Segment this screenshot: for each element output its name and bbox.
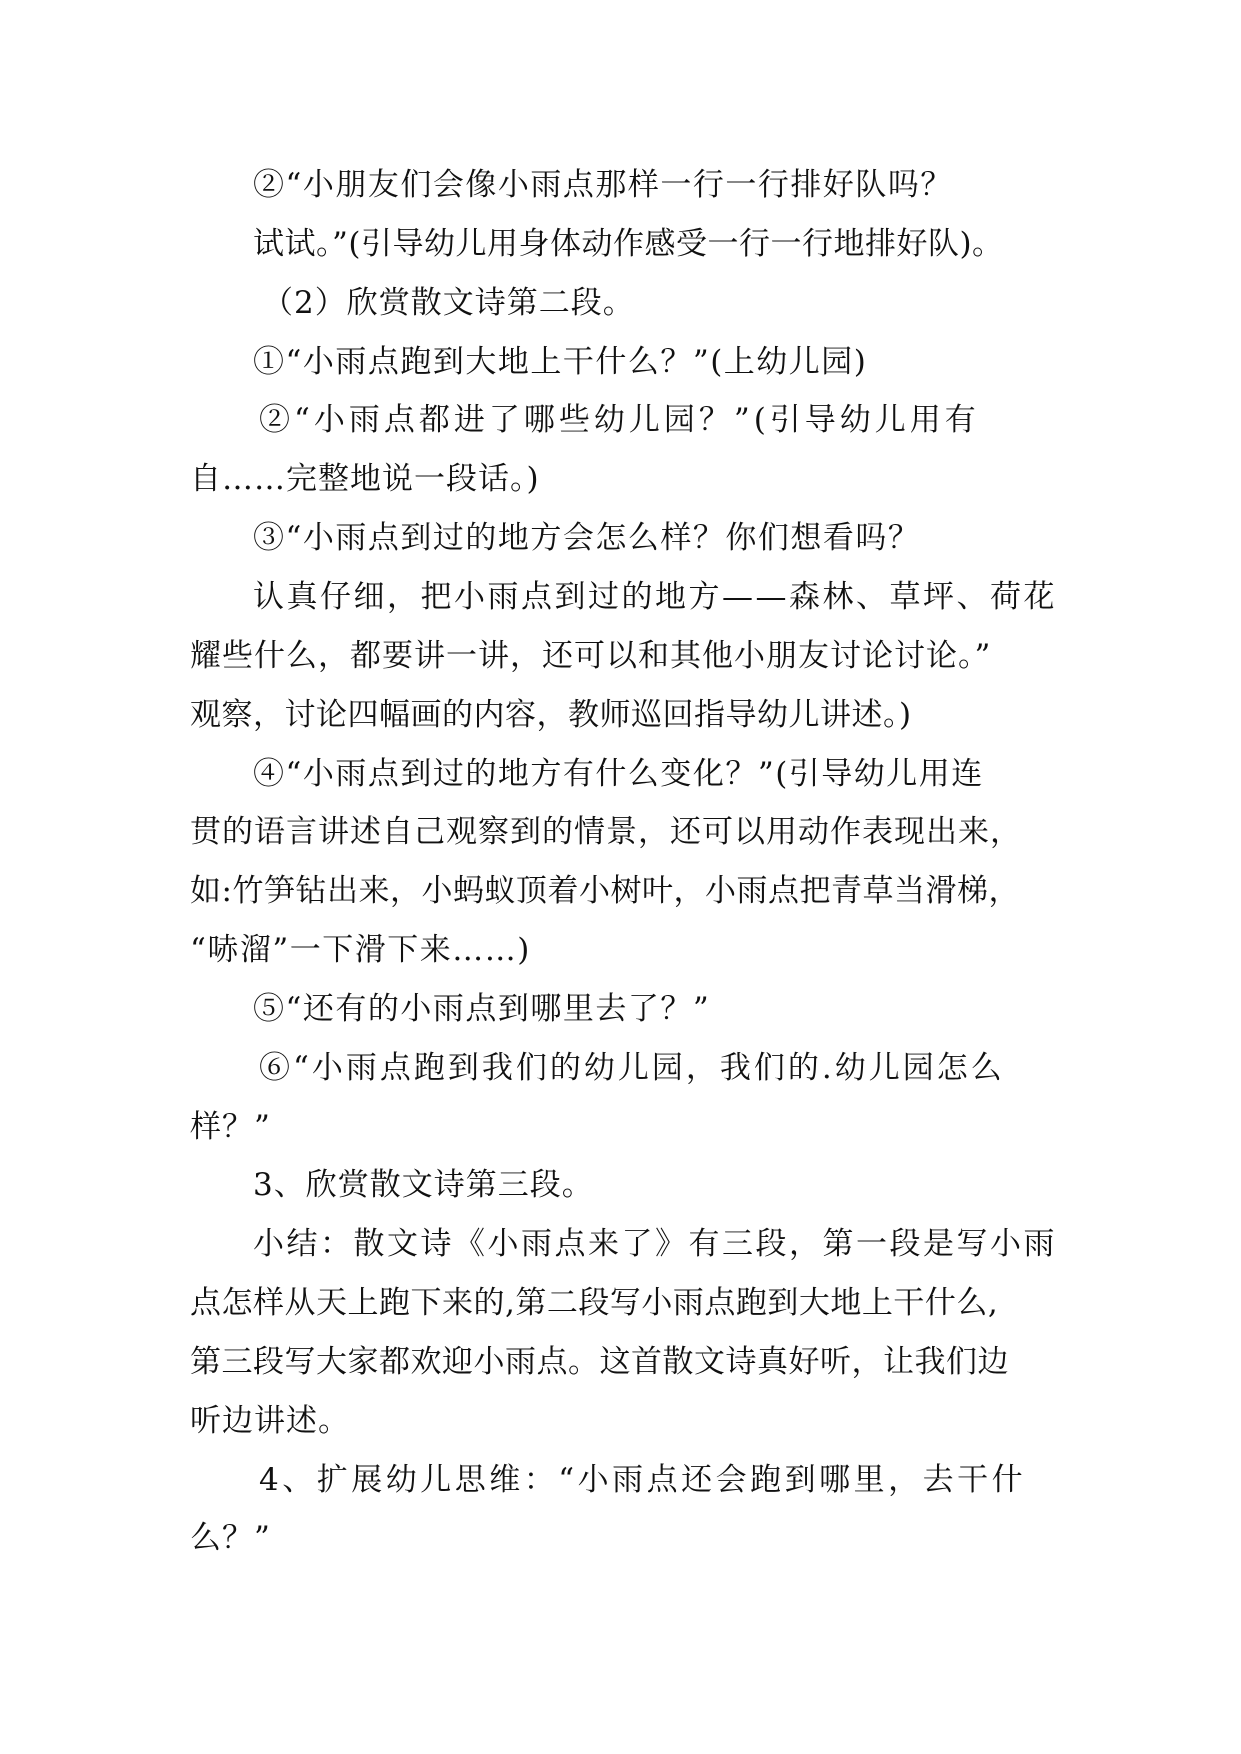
paragraph-line: 试试。”(引导幼儿用身体动作感受一行一行地排好队)。: [253, 226, 1004, 262]
paragraph-line: 耀些什么，都要讲一讲，还可以和其他小朋友讨论讨论。”: [190, 638, 992, 674]
paragraph-line: “哧溜”一下滑下来……): [190, 932, 531, 968]
paragraph-line: 第三段写大家都欢迎小雨点。这首散文诗真好听，让我们边: [190, 1344, 1009, 1380]
paragraph-line: ④“小雨点到过的地方有什么变化？”(引导幼儿用连: [253, 756, 984, 792]
paragraph-line: ②“小朋友们会像小雨点那样一行一行排好队吗？: [253, 167, 953, 203]
paragraph-line: 点怎样从天上跑下来的,第二段写小雨点跑到大地上干什么,: [190, 1285, 999, 1321]
paragraph-line: ⑥“小雨点跑到我们的幼儿园，我们的.幼儿园怎么: [259, 1050, 1005, 1086]
paragraph-line: 如:竹笋钻出来，小蚂蚁顶着小树叶，小雨点把青草当滑梯，: [190, 873, 1020, 909]
paragraph-line: 听边讲述。: [190, 1403, 350, 1439]
paragraph-line: ⑤“还有的小雨点到哪里去了？”: [253, 991, 711, 1027]
paragraph-line: 小结：散文诗《小雨点来了》有三段，第一段是写小雨: [253, 1226, 1057, 1262]
paragraph-line: ③“小雨点到过的地方会怎么样？你们想看吗？: [253, 520, 921, 556]
paragraph-line: 么？”: [190, 1520, 271, 1556]
paragraph-line: 3、欣赏散文诗第三段。: [253, 1167, 594, 1203]
paragraph-line: （2）欣赏散文诗第二段。: [262, 285, 635, 321]
paragraph-line: 观察，讨论四幅画的内容，教师巡回指导幼儿讲述。): [190, 697, 912, 733]
paragraph-line: ①“小雨点跑到大地上干什么？”(上幼儿园): [253, 344, 868, 380]
paragraph-line: 4、扩展幼儿思维：“小雨点还会跑到哪里，去干什: [259, 1462, 1027, 1498]
paragraph-line: 自……完整地说一段话。): [190, 461, 540, 497]
paragraph-line: 样？”: [190, 1109, 271, 1145]
paragraph-line: 认真仔细，把小雨点到过的地方——森林、草坪、荷花: [253, 579, 1057, 615]
paragraph-line: ②“小雨点都进了哪些幼儿园？”(引导幼儿用有: [259, 402, 980, 438]
paragraph-line: 贯的语言讲述自己观察到的情景，还可以用动作表现出来，: [190, 814, 1022, 850]
